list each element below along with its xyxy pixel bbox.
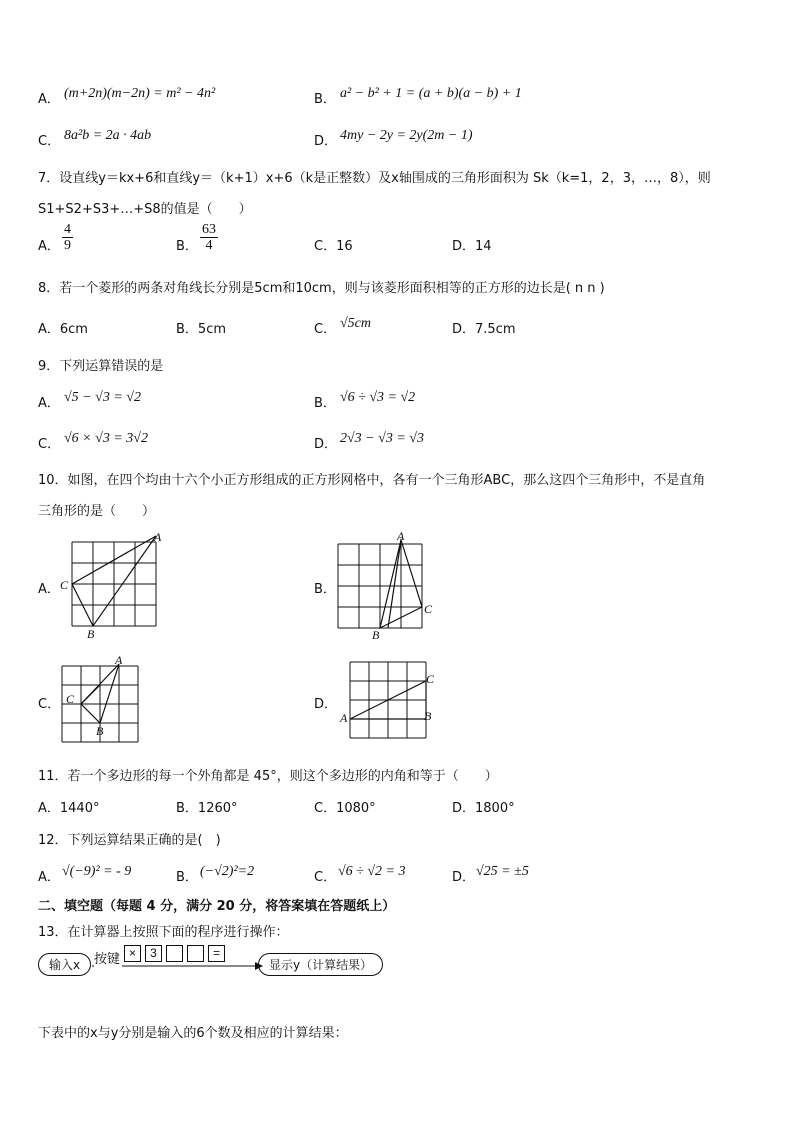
q7-b-den: 4 xyxy=(205,238,213,253)
flow-output-oval: 显示y（计算结果） xyxy=(258,953,383,976)
q7-c-option: C．16 xyxy=(314,239,353,254)
q9-b-expr: √6 ÷ √3 = √2 xyxy=(340,390,416,405)
q8-c-expr: √5cm xyxy=(340,316,372,331)
q10-stem-line1: 10．如图，在四个均由十六个小正方形组成的正方形网格中，各有一个三角形ABC，那么这四个三角形中，不是直角 xyxy=(38,473,706,488)
vertex-c-label: C xyxy=(424,602,433,616)
q10-figure-c xyxy=(56,654,146,749)
q10-figure-a xyxy=(58,530,168,642)
q7-stem-line2: S1+S2+S3+…+S8的值是（ ） xyxy=(38,202,252,217)
vertex-b-label: B xyxy=(424,709,432,723)
q7-a-fraction xyxy=(62,222,73,253)
q12-a-label: A． xyxy=(38,870,60,885)
q8-stem: 8．若一个菱形的两条对角线长分别是5cm和10cm，则与该菱形面积相等的正方形的边长是( n n ) xyxy=(38,281,605,296)
q10-c-label: C． xyxy=(38,697,61,712)
q7-a-den: 9 xyxy=(64,238,71,253)
q9-c-label: C． xyxy=(38,437,61,452)
q12-b-expr: (−√2)²=2 xyxy=(200,864,255,879)
q12-d-label: D． xyxy=(452,870,476,885)
key-3: 3 xyxy=(145,945,162,962)
flow-keys xyxy=(120,945,225,962)
q11-c-option: C．1080° xyxy=(314,801,376,816)
vertex-b-label: B xyxy=(87,627,95,641)
q6-a-label: A． xyxy=(38,92,60,107)
q12-stem: 12．下列运算结果正确的是( ) xyxy=(38,833,221,848)
q12-c-expr: √6 ÷ √2 = 3 xyxy=(338,864,406,879)
q11-stem: 11．若一个多边形的每一个外角都是 45°，则这个多边形的内角和等于（ ） xyxy=(38,769,498,784)
q9-stem: 9．下列运算错误的是 xyxy=(38,359,164,374)
flow-output xyxy=(258,953,383,976)
q6-a-expr: (m+2n)(m−2n) = m² − 4n² xyxy=(64,86,216,101)
q10-figure-d xyxy=(336,654,446,746)
q10-a-label: A． xyxy=(38,582,60,597)
q7-b-fraction xyxy=(200,222,218,253)
q10-d-label: D． xyxy=(314,697,338,712)
triangle-c-extra-line xyxy=(81,685,100,704)
q9-d-label: D． xyxy=(314,437,338,452)
q7-b-num: 63 xyxy=(202,222,216,237)
q13-flowchart xyxy=(38,953,91,976)
vertex-c-label: C xyxy=(426,672,435,686)
q11-a-option: A．1440° xyxy=(38,801,100,816)
vertex-c-label: C xyxy=(66,692,75,706)
q11-b-option: B．1260° xyxy=(176,801,238,816)
vertex-a-label: A xyxy=(115,653,123,667)
vertex-a-label: A xyxy=(340,711,348,725)
section-fill-in-heading: 二、填空题（每题 4 分，满分 20 分，将答案填在答题纸上） xyxy=(38,899,396,914)
q8-b-option: B．5cm xyxy=(176,322,227,337)
q12-d-expr: √25 = ±5 xyxy=(476,864,529,879)
q9-b-label: B． xyxy=(314,396,336,411)
key-multiply: × xyxy=(124,945,141,962)
q6-b-label: B． xyxy=(314,92,336,107)
q13-after-text: 下表中的x与y分别是输入的6个数及相应的计算结果： xyxy=(38,1026,348,1041)
q6-d-label: D． xyxy=(314,134,338,149)
key-blank-1 xyxy=(166,945,183,962)
q6-b-expr: a² − b² + 1 = (a + b)(a − b) + 1 xyxy=(340,86,522,101)
vertex-a-label: A xyxy=(154,530,162,544)
q9-a-label: A． xyxy=(38,396,60,411)
vertex-a-label: A xyxy=(397,529,405,543)
q6-c-expr: 8a²b = 2a · 4ab xyxy=(64,128,152,143)
q10-stem-line2: 三角形的是（ ） xyxy=(38,504,156,519)
vertex-b-label: B xyxy=(372,628,380,642)
key-equals: = xyxy=(208,945,225,962)
q8-a-option: A．6cm xyxy=(38,322,88,337)
key-blank-2 xyxy=(187,945,204,962)
vertex-c-label: C xyxy=(60,578,69,592)
q12-a-expr: √(−9)² = - 9 xyxy=(62,864,132,879)
q7-b-label: B． xyxy=(176,239,198,254)
vertex-b-label: B xyxy=(96,724,104,738)
q7-a-num: 4 xyxy=(64,222,71,237)
q9-a-expr: √5 − √3 = √2 xyxy=(64,390,141,405)
q12-c-label: C． xyxy=(314,870,337,885)
q13-stem: 13．在计算器上按照下面的程序进行操作： xyxy=(38,925,289,940)
q7-stem-line1: 7．设直线y＝kx+6和直线y＝（k+1）x+6（k是正整数）及x轴围成的三角形面积为 Sk（k=1，2，3，…，8），则 xyxy=(38,171,711,186)
flow-input-oval: 输入x xyxy=(38,953,91,976)
q6-d-expr: 4my − 2y = 2y(2m − 1) xyxy=(340,128,473,143)
q7-d-option: D．14 xyxy=(452,239,492,254)
q7-a-label: A． xyxy=(38,239,60,254)
q12-b-label: B． xyxy=(176,870,198,885)
q6-c-label: C． xyxy=(38,134,61,149)
flow-key-label: 按键 xyxy=(94,948,122,967)
q9-c-expr: √6 × √3 = 3√2 xyxy=(64,431,148,446)
grid-b xyxy=(338,544,422,628)
q10-b-label: B． xyxy=(314,582,336,597)
q8-c-label: C． xyxy=(314,322,337,337)
q8-d-option: D．7.5cm xyxy=(452,322,516,337)
q10-figure-b xyxy=(330,530,440,642)
q9-d-expr: 2√3 − √3 = √3 xyxy=(340,431,424,446)
q11-d-option: D．1800° xyxy=(452,801,515,816)
